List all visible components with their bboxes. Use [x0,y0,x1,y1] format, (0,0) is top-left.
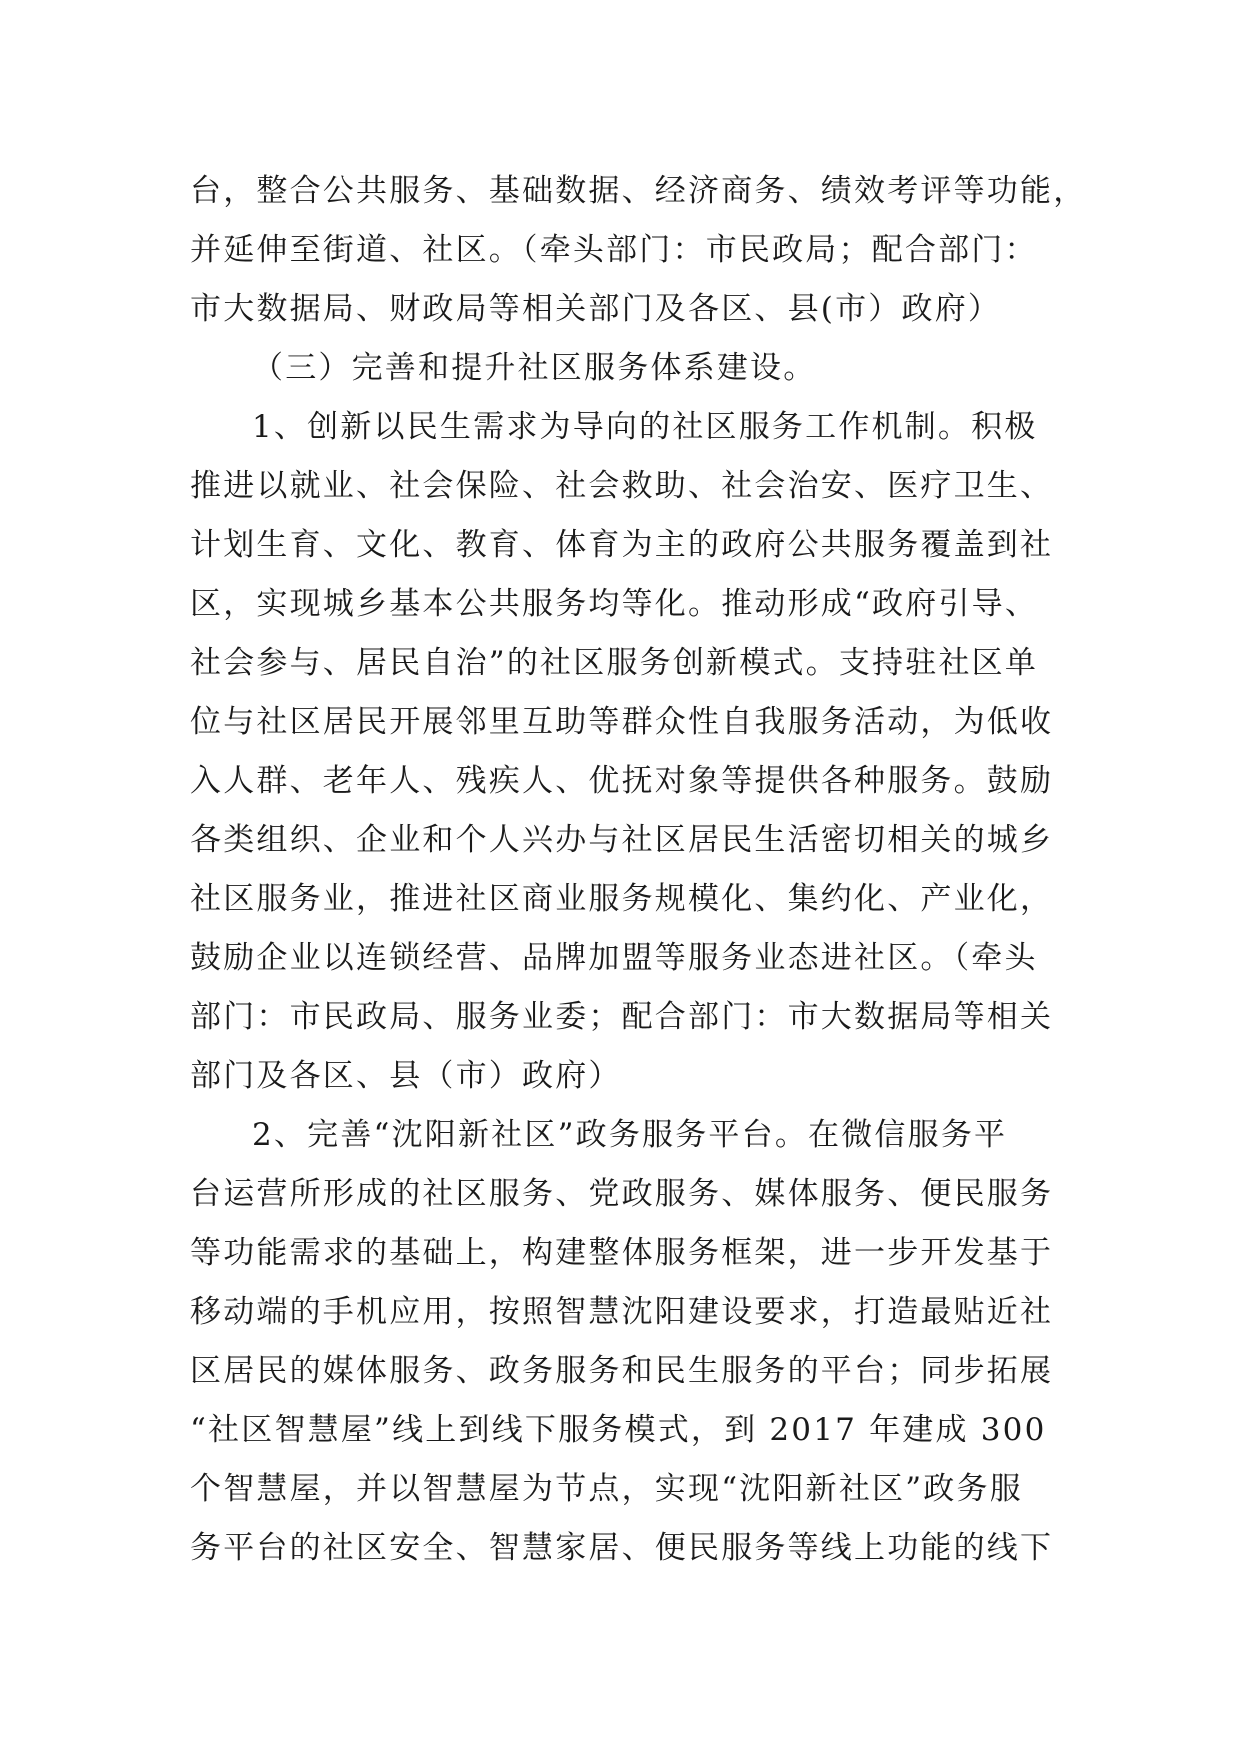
text-line: 计划生育、文化、教育、体育为主的政府公共服务覆盖到社 [190,527,1054,563]
text-line: （三）完善和提升社区服务体系建设。 [252,350,817,386]
text-line: 台运营所形成的社区服务、党政服务、媒体服务、便民服务 [190,1176,1054,1212]
text-line: 部门：市民政局、服务业委；配合部门：市大数据局等相关 [190,999,1054,1035]
text-line: 社区服务业，推进社区商业服务规模化、集约化、产业化， [190,881,1054,917]
text-line: 鼓励企业以连锁经营、品牌加盟等服务业态进社区。（牵头 [190,940,1038,976]
text-line: 区，实现城乡基本公共服务均等化。推动形成“政府引导、 [190,586,1039,622]
text-line: 位与社区居民开展邻里互助等群众性自我服务活动，为低收 [190,704,1054,740]
text-line: 推进以就业、社会保险、社会救助、社会治安、医疗卫生、 [190,468,1054,504]
text-line: “社区智慧屋”线上到线下服务模式，到 2017 年建成 300 [190,1412,1047,1448]
text-line: 各类组织、企业和个人兴办与社区居民生活密切相关的城乡 [190,822,1054,858]
text-line: 等功能需求的基础上，构建整体服务框架，进一步开发基于 [190,1235,1054,1271]
text-line: 入人群、老年人、残疾人、优抚对象等提供各种服务。鼓励 [190,763,1054,799]
text-line: 个智慧屋，并以智慧屋为节点，实现“沈阳新社区”政务服 [190,1471,1023,1507]
text-line: 移动端的手机应用，按照智慧沈阳建设要求，打造最贴近社 [190,1294,1054,1330]
body-text [190,162,1087,1578]
text-line: 并延伸至街道、社区。（牵头部门：市民政局；配合部门： [190,232,1038,268]
text-line: 台，整合公共服务、基础数据、经济商务、绩效考评等功能， [190,173,1087,209]
text-line: 2、完善“沈阳新社区”政务服务平台。在微信服务平 [252,1117,1008,1153]
text-line: 市大数据局、财政局等相关部门及各区、县(市）政府） [190,291,1002,327]
text-line: 部门及各区、县（市）政府） [190,1058,622,1094]
text-line: 1、创新以民生需求为导向的社区服务工作机制。积极 [252,409,1038,445]
text-line: 区居民的媒体服务、政务服务和民生服务的平台；同步拓展 [190,1353,1054,1389]
text-line: 社会参与、居民自治”的社区服务创新模式。支持驻社区单 [190,645,1039,681]
text-line: 务平台的社区安全、智慧家居、便民服务等线上功能的线下 [190,1530,1054,1566]
